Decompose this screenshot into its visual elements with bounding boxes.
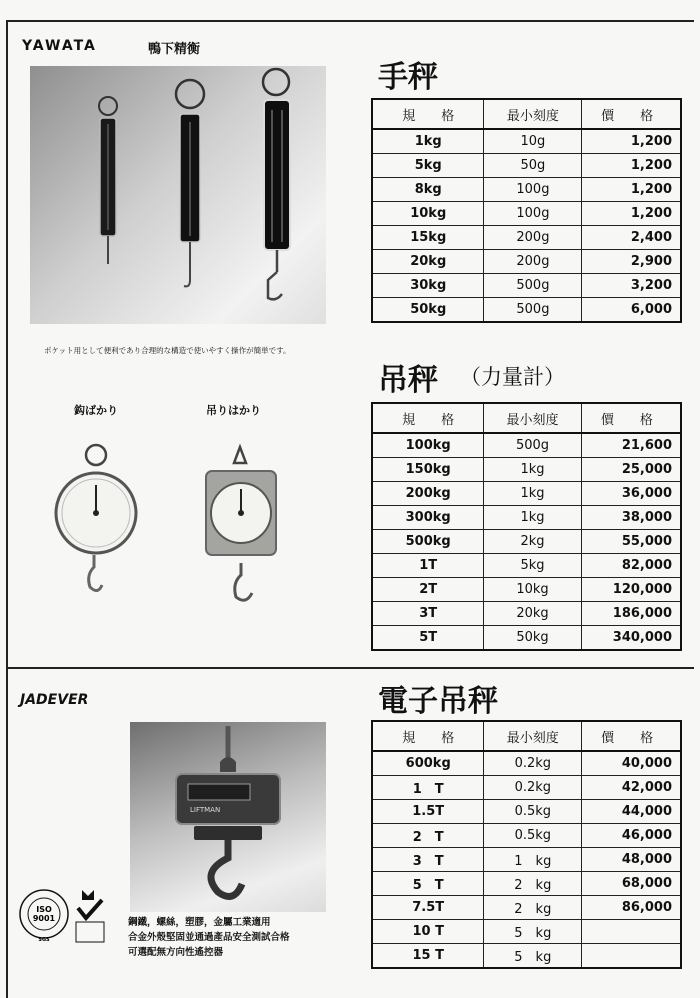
frame-left-line [6, 20, 8, 998]
hanging-scale-subtitle: （力量計） [460, 365, 565, 389]
table-row [372, 626, 681, 651]
hanging-scale-table [371, 402, 682, 651]
electronic-scale-title: 電子吊秤 [378, 684, 498, 719]
spec-cell: 100kg [372, 433, 484, 458]
brand-jadever: JADEVER [20, 692, 89, 708]
table-row [372, 896, 681, 920]
hanging-scale-title: 吊秤 [378, 363, 438, 398]
min-cell: 2 kg [484, 872, 582, 896]
price-cell: 2,900 [582, 250, 681, 274]
table-row [372, 554, 681, 578]
price-cell: 120,000 [581, 578, 681, 602]
min-cell: 50kg [484, 626, 581, 651]
price-cell: 1,200 [582, 129, 681, 154]
col-spec-header: 規 格 [372, 403, 484, 433]
spec-cell: 1.5T [372, 800, 484, 824]
table-row [372, 458, 681, 482]
spring-scales-illustration [30, 66, 326, 324]
spec-cell: 5kg [372, 154, 484, 178]
price-cell: 21,600 [581, 433, 681, 458]
min-cell: 500g [484, 433, 581, 458]
price-cell: 1,200 [582, 178, 681, 202]
min-cell: 5 kg [484, 944, 582, 969]
price-cell: 1,200 [582, 202, 681, 226]
min-cell: 100g [484, 178, 582, 202]
price-cell: 44,000 [582, 800, 681, 824]
min-cell: 1kg [484, 458, 581, 482]
price-cell [582, 920, 681, 944]
table-row [372, 154, 681, 178]
spec-cell: 600kg [372, 751, 484, 776]
spec-cell: 8kg [372, 178, 484, 202]
price-cell: 40,000 [582, 751, 681, 776]
col-min-header: 最小刻度 [484, 721, 582, 751]
table-row [372, 751, 681, 776]
hand-scale-table [371, 98, 682, 323]
table-header-row [372, 403, 681, 433]
min-cell: 50g [484, 154, 582, 178]
iso-number: 9001 [32, 914, 56, 923]
col-price-header: 價 格 [582, 99, 681, 129]
col-spec-header: 規 格 [372, 99, 484, 129]
table-row [372, 824, 681, 848]
hand-scale-title: 手秤 [378, 60, 438, 95]
table-header-row [372, 99, 681, 129]
price-cell: 86,000 [582, 896, 681, 920]
table-row [372, 578, 681, 602]
electronic-scale-table [371, 720, 682, 969]
brand-yawata: YAWATA [22, 38, 97, 54]
spec-cell: 5T [372, 626, 484, 651]
price-cell: 82,000 [581, 554, 681, 578]
min-cell: 200g [484, 226, 582, 250]
table-row [372, 506, 681, 530]
table-row [372, 433, 681, 458]
feature-note-3: 可選配無方向性遙控器 [128, 947, 224, 958]
min-cell: 1 kg [484, 848, 582, 872]
min-cell: 0.2kg [484, 751, 582, 776]
hand-scale-photo [30, 66, 326, 324]
price-cell: 55,000 [581, 530, 681, 554]
spec-cell: 150kg [372, 458, 484, 482]
min-cell: 5 kg [484, 920, 582, 944]
table-row [372, 920, 681, 944]
table-row [372, 944, 681, 969]
hook-scale-label: 鈎ばかり [74, 404, 118, 417]
spec-cell: 10kg [372, 202, 484, 226]
table-row [372, 602, 681, 626]
iso-certification-logo [16, 886, 108, 944]
hanging-scale-label: 吊りはかり [206, 404, 261, 417]
min-cell: 2 kg [484, 896, 582, 920]
min-cell: 0.5kg [484, 824, 582, 848]
min-cell: 500g [484, 298, 582, 323]
spec-cell: 30kg [372, 274, 484, 298]
spec-cell: 200kg [372, 482, 484, 506]
spec-cell: 3 T [372, 848, 484, 872]
min-cell: 200g [484, 250, 582, 274]
price-cell: 25,000 [581, 458, 681, 482]
min-cell: 0.2kg [484, 776, 582, 800]
min-cell: 100g [484, 202, 582, 226]
price-cell: 48,000 [582, 848, 681, 872]
crane-scale-photo [130, 722, 326, 912]
table-row [372, 202, 681, 226]
price-cell: 38,000 [581, 506, 681, 530]
dial-scales-illustration [40, 425, 280, 625]
table-row [372, 250, 681, 274]
iso-text: ISO [36, 905, 52, 914]
price-cell: 68,000 [582, 872, 681, 896]
table-header-row [372, 721, 681, 751]
table-row [372, 482, 681, 506]
crane-scale-illustration [130, 722, 326, 912]
spec-cell: 20kg [372, 250, 484, 274]
price-cell: 3,200 [582, 274, 681, 298]
min-cell: 1kg [484, 482, 581, 506]
spec-cell: 300kg [372, 506, 484, 530]
table-row [372, 226, 681, 250]
spec-cell: 2T [372, 578, 484, 602]
price-cell: 340,000 [581, 626, 681, 651]
table-row [372, 848, 681, 872]
min-cell: 0.5kg [484, 800, 582, 824]
price-cell: 2,400 [582, 226, 681, 250]
liftman-label: LIFTMAN [190, 806, 221, 814]
table-row [372, 298, 681, 323]
spec-cell: 5 T [372, 872, 484, 896]
hand-scale-caption: ポケット用として便利であり合理的な構造で使いやすく操作が簡単です。 [44, 346, 291, 355]
table-row [372, 129, 681, 154]
price-cell [582, 944, 681, 969]
table-row [372, 274, 681, 298]
table-row [372, 800, 681, 824]
price-cell: 186,000 [581, 602, 681, 626]
sgs-text: SGS [38, 937, 50, 943]
feature-note-1: 鋼鐵，螺絲，塑膠，金屬工業適用 [128, 917, 271, 928]
min-cell: 2kg [484, 530, 581, 554]
price-cell: 6,000 [582, 298, 681, 323]
min-cell: 5kg [484, 554, 581, 578]
table-row [372, 872, 681, 896]
price-cell: 1,200 [582, 154, 681, 178]
col-spec-header: 規 格 [372, 721, 484, 751]
spec-cell: 50kg [372, 298, 484, 323]
table-row [372, 178, 681, 202]
frame-top-line [6, 20, 694, 22]
col-price-header: 價 格 [581, 403, 681, 433]
price-cell: 36,000 [581, 482, 681, 506]
price-cell: 42,000 [582, 776, 681, 800]
spec-cell: 1kg [372, 129, 484, 154]
spec-cell: 500kg [372, 530, 484, 554]
col-min-header: 最小刻度 [484, 99, 582, 129]
col-min-header: 最小刻度 [484, 403, 581, 433]
brand-japanese: 鴨下精衡 [148, 42, 201, 57]
spec-cell: 10 T [372, 920, 484, 944]
col-price-header: 價 格 [582, 721, 681, 751]
min-cell: 10kg [484, 578, 581, 602]
spec-cell: 15 T [372, 944, 484, 969]
table-row [372, 530, 681, 554]
price-cell: 46,000 [582, 824, 681, 848]
min-cell: 1kg [484, 506, 581, 530]
spec-cell: 15kg [372, 226, 484, 250]
min-cell: 10g [484, 129, 582, 154]
spec-cell: 3T [372, 602, 484, 626]
feature-note-2: 合金外殼堅固並通過產品安全測試合格 [128, 932, 290, 943]
spec-cell: 1T [372, 554, 484, 578]
spec-cell: 7.5T [372, 896, 484, 920]
spec-cell: 1 T [372, 776, 484, 800]
table-row [372, 776, 681, 800]
spec-cell: 2 T [372, 824, 484, 848]
section-divider [6, 667, 694, 669]
min-cell: 20kg [484, 602, 581, 626]
min-cell: 500g [484, 274, 582, 298]
